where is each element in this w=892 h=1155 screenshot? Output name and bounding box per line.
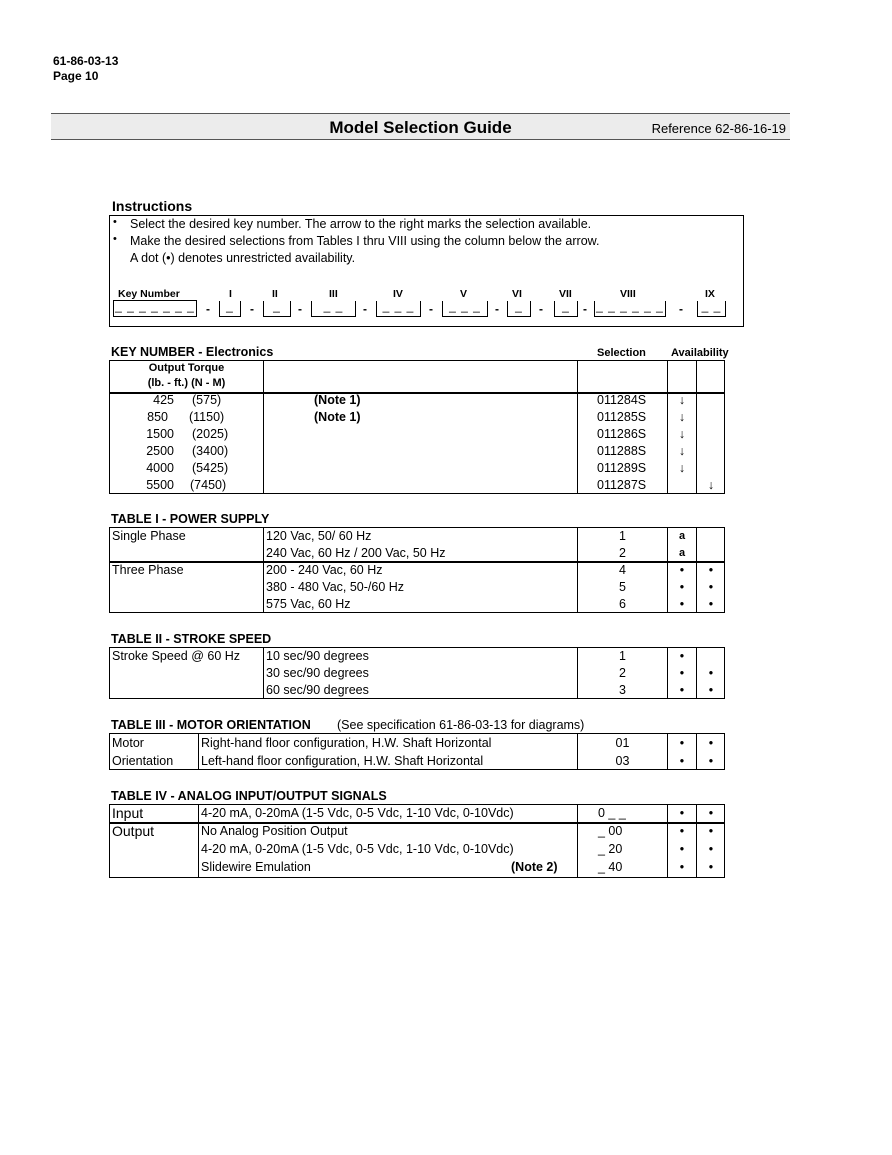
availability-dot-icon: • [679, 842, 685, 856]
availability-mark: a [678, 530, 686, 542]
availability-dot-icon: • [708, 580, 714, 594]
availability-dot-icon: • [679, 666, 685, 680]
availability-dot-icon: • [679, 824, 685, 838]
bullet-icon: • [113, 233, 117, 245]
selection-code: 0 _ _ [598, 806, 626, 820]
selection-code: 1 [619, 529, 626, 543]
key-separator: - [583, 302, 587, 316]
key-blank-i: _ [219, 301, 241, 317]
row-category: Input [112, 805, 144, 821]
availability-dot-icon: • [708, 736, 714, 750]
selection-code: 3 [619, 683, 626, 697]
row-description: 10 sec/90 degrees [266, 649, 369, 663]
row-description: 4-20 mA, 0-20mA (1-5 Vdc, 0-5 Vdc, 1-10 Vdc, 0-10Vdc) [201, 806, 514, 820]
row-description: 120 Vac, 50/ 60 Hz [266, 529, 372, 543]
selection-label: Selection [597, 347, 646, 359]
key-blank-iv: _ _ _ [376, 301, 421, 317]
torque-nm: (5425) [192, 461, 229, 475]
key-label-ix: IX [705, 288, 715, 300]
row-note: (Note 1) [314, 393, 361, 407]
availability-mark: a [678, 547, 686, 559]
table3-title: TABLE III - MOTOR ORIENTATION [111, 718, 311, 732]
selection-code: _ 00 [598, 824, 623, 838]
selection-code: 011287S [597, 478, 647, 492]
selection-code: 1 [619, 649, 626, 663]
column-divider [198, 733, 199, 770]
availability-dot-icon: • [708, 806, 714, 820]
selection-code: 011284S [597, 393, 647, 407]
selection-code: 011286S [597, 427, 647, 441]
row-category: Three Phase [112, 563, 184, 577]
availability-arrow-icon: ↓ [678, 393, 686, 407]
availability-dot-icon: • [708, 842, 714, 856]
selection-code: _ 20 [598, 842, 623, 856]
availability-dot-icon: • [679, 580, 685, 594]
key-label-key-number: Key Number [118, 288, 180, 300]
key-blank-key-number: _ _ _ _ _ _ _ [113, 301, 197, 317]
row-category: Motor [112, 736, 144, 750]
availability-dot-icon: • [679, 649, 685, 663]
availability-dot-icon: • [679, 597, 685, 611]
torque-nm: (2025) [192, 427, 229, 441]
availability-dot-icon: • [708, 860, 714, 874]
key-blank-vi: _ [507, 301, 531, 317]
key-blank-vii: _ [554, 301, 578, 317]
availability-dot-icon: • [679, 860, 685, 874]
column-divider [263, 360, 264, 494]
row-description: 30 sec/90 degrees [266, 666, 369, 680]
column-divider [577, 360, 578, 494]
selection-code: 011288S [597, 444, 647, 458]
instructions-heading: Instructions [112, 198, 193, 214]
torque-nm: (3400) [192, 444, 229, 458]
column-divider [696, 360, 697, 494]
column-header-units: (lb. - ft.) (N - M) [147, 377, 226, 389]
availability-arrow-icon: ↓ [678, 410, 686, 424]
key-label-viii: VIII [620, 288, 636, 300]
torque-nm: (1150) [189, 410, 225, 424]
torque-nm: (575) [192, 393, 222, 407]
selection-code: 01 [615, 736, 630, 750]
selection-code: 5 [619, 580, 626, 594]
key-separator: - [429, 302, 433, 316]
column-divider [577, 804, 578, 878]
torque-lbft: 2500 [146, 444, 174, 458]
row-note: (Note 2) [511, 860, 558, 874]
page-number: Page 10 [53, 69, 99, 83]
table1-title: TABLE I - POWER SUPPLY [111, 512, 270, 526]
selection-code: _ 40 [598, 860, 623, 874]
key-separator: - [298, 302, 302, 316]
instruction-line: Select the desired key number. The arrow to the right marks the selection available. [130, 217, 592, 231]
selection-code: 4 [619, 563, 626, 577]
availability-arrow-icon: ↓ [678, 427, 686, 441]
availability-dot-icon: • [679, 806, 685, 820]
torque-lbft: 4000 [146, 461, 174, 475]
bullet-icon: • [113, 216, 117, 228]
row-description: 380 - 480 Vac, 50-/60 Hz [266, 580, 405, 594]
availability-dot-icon: • [708, 666, 714, 680]
key-blank-iii: _ _ [311, 301, 356, 317]
torque-lbft: 1500 [146, 427, 174, 441]
selection-code: 2 [619, 666, 626, 680]
key-separator: - [539, 302, 543, 316]
row-category: Single Phase [112, 529, 186, 543]
availability-arrow-icon: ↓ [678, 461, 686, 475]
availability-dot-icon: • [679, 754, 685, 768]
key-separator: - [363, 302, 367, 316]
row-description: 60 sec/90 degrees [266, 683, 369, 697]
table4-title: TABLE IV - ANALOG INPUT/OUTPUT SIGNALS [111, 789, 387, 803]
row-category: Output [112, 823, 155, 839]
column-divider [198, 804, 199, 878]
instruction-line: Make the desired selections from Tables I thru VIII using the column below the arrow. [130, 234, 600, 248]
table2-title: TABLE II - STROKE SPEED [111, 632, 272, 646]
row-description: 200 - 240 Vac, 60 Hz [266, 563, 383, 577]
availability-arrow-icon: ↓ [707, 478, 715, 492]
key-label-iv: IV [393, 288, 403, 300]
availability-dot-icon: • [708, 824, 714, 838]
instruction-line: A dot (•) denotes unrestricted availability. [130, 251, 356, 265]
key-separator: - [495, 302, 499, 316]
row-description: 575 Vac, 60 Hz [266, 597, 351, 611]
key-blank-viii: _ _ _ _ _ _ [594, 301, 666, 317]
selection-code: 011289S [597, 461, 647, 475]
selection-code: 03 [615, 754, 630, 768]
row-description: Left-hand floor configuration, H.W. Shaft Horizontal [201, 754, 484, 768]
key-label-iii: III [329, 288, 338, 300]
selection-code: 6 [619, 597, 626, 611]
column-divider [263, 527, 264, 613]
torque-lbft: 5500 [146, 478, 174, 492]
availability-dot-icon: • [679, 736, 685, 750]
key-blank-ii: _ [263, 301, 291, 317]
key-label-ii: II [272, 288, 278, 300]
key-label-vi: VI [512, 288, 522, 300]
row-note: (Note 1) [314, 410, 361, 424]
key-label-vii: VII [559, 288, 572, 300]
torque-nm: (7450) [190, 478, 227, 492]
title-band [51, 113, 790, 140]
row-description: Right-hand floor configuration, H.W. Shaft Horizontal [201, 736, 492, 750]
key-separator: - [206, 302, 210, 316]
page-title: Model Selection Guide [329, 118, 512, 137]
availability-label: Availability [671, 347, 729, 359]
reference: Reference 62-86-16-19 [651, 121, 786, 136]
key-separator: - [679, 302, 683, 316]
availability-dot-icon: • [708, 683, 714, 697]
key-label-v: V [460, 288, 468, 300]
row-category: Orientation [112, 754, 174, 768]
document-number: 61-86-03-13 [53, 54, 119, 68]
key-number-title: KEY NUMBER - Electronics [111, 345, 274, 359]
selection-code: 011285S [597, 410, 647, 424]
row-description: 240 Vac, 60 Hz / 200 Vac, 50 Hz [266, 546, 446, 560]
torque-lbft: 425 [153, 393, 174, 407]
row-description: No Analog Position Output [201, 824, 348, 838]
key-blank-v: _ _ _ [442, 301, 488, 317]
torque-lbft: 850 [147, 410, 168, 424]
table3-note: (See specification 61-86-03-13 for diagrams) [337, 718, 585, 732]
selection-code: 2 [619, 546, 626, 560]
availability-dot-icon: • [708, 597, 714, 611]
key-label-i: I [229, 288, 232, 300]
availability-dot-icon: • [679, 683, 685, 697]
row-category: Stroke Speed @ 60 Hz [112, 649, 241, 663]
column-divider [263, 647, 264, 699]
availability-dot-icon: • [708, 754, 714, 768]
row-description: 4-20 mA, 0-20mA (1-5 Vdc, 0-5 Vdc, 1-10 Vdc, 0-10Vdc) [201, 842, 514, 856]
column-header-output-torque: Output Torque [148, 362, 225, 374]
key-blank-ix: _ _ [697, 301, 726, 317]
row-description: Slidewire Emulation [201, 860, 311, 874]
availability-arrow-icon: ↓ [678, 444, 686, 458]
key-separator: - [250, 302, 254, 316]
availability-dot-icon: • [679, 563, 685, 577]
availability-dot-icon: • [708, 563, 714, 577]
